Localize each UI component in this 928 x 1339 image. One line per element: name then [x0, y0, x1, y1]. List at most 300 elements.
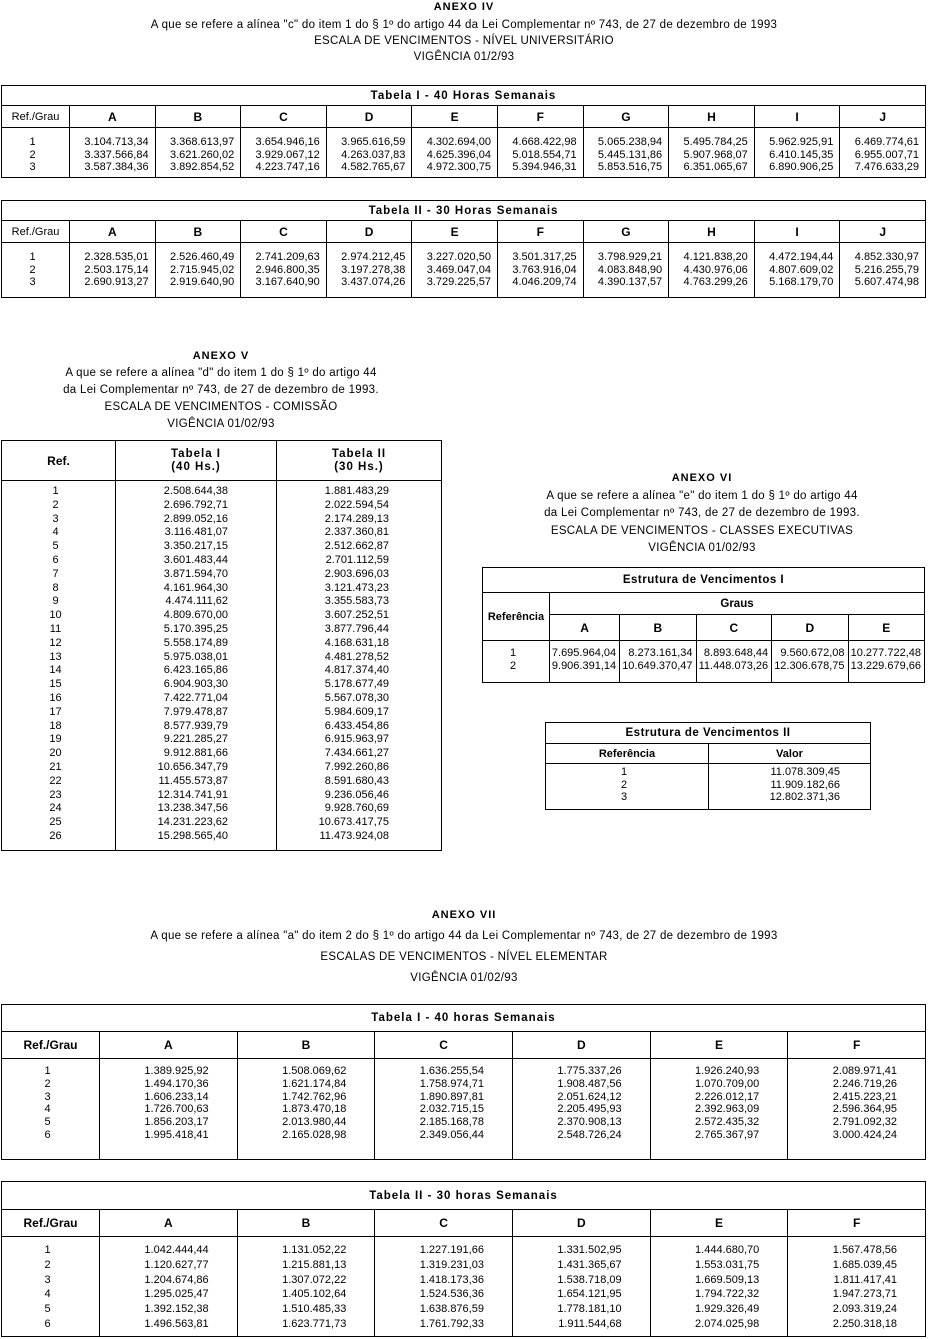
column-values-c — [375, 1059, 513, 1160]
cell-value: 1.508.069,62 — [282, 1065, 347, 1077]
cell-value: 1.418.173,36 — [419, 1273, 484, 1286]
ref-value: 2 — [44, 1077, 51, 1090]
column-header-i: I — [754, 106, 840, 128]
cell-value: 1.494.170,36 — [144, 1077, 209, 1090]
graus-header: Graus — [550, 593, 925, 615]
cell-value: 1.120.627,77 — [144, 1258, 209, 1271]
table-caption: Tabela I - 40 Horas Semanais — [2, 86, 926, 106]
ref-value: 9 — [52, 595, 59, 608]
ref-value: 5 — [44, 1303, 51, 1316]
cell-value: 2.572.435,32 — [695, 1116, 760, 1129]
cell-value: 5.907.968,07 — [683, 148, 748, 161]
ref-value: 1 — [29, 136, 36, 148]
cell-value: 4.302.694,00 — [426, 136, 491, 148]
cell-value: 6.469.774,61 — [854, 136, 919, 148]
cell-value: 3.965.616,59 — [341, 136, 406, 148]
ref-grau-header: Ref./Grau — [2, 1032, 100, 1059]
column-header-f: F — [497, 221, 583, 243]
cell-value: 1.567.478,56 — [832, 1244, 897, 1256]
cell-value: 3.654.946,16 — [255, 136, 320, 148]
ref-value: 2 — [29, 148, 36, 161]
column-values-e — [412, 128, 498, 178]
column-header-b: B — [155, 106, 241, 128]
ref-value: 4 — [44, 1103, 51, 1116]
cell-value: 5.607.474,98 — [854, 276, 919, 288]
cell-value: 13.238.347,56 — [157, 802, 228, 815]
cell-value: 11.448.073,26 — [698, 659, 769, 672]
cell-value: 2.032.715,15 — [419, 1103, 484, 1116]
cell-value: 8.577.939,79 — [163, 719, 228, 732]
cell-value: 2.246.719,26 — [832, 1077, 897, 1090]
cell-value: 14.231.223,62 — [157, 816, 228, 829]
cell-value: 2.074.025,98 — [695, 1317, 760, 1330]
cell-value: 2.093.319,24 — [832, 1303, 897, 1316]
column-header-f: F — [788, 1032, 926, 1059]
column-values-j — [840, 243, 926, 298]
cell-value: 9.906.391,14 — [551, 659, 617, 672]
cell-value: 3.121.473,23 — [324, 581, 389, 594]
cell-value: 11.473.924,08 — [319, 829, 389, 842]
tabela-i-column — [116, 481, 277, 851]
cell-value: 5.984.609,17 — [324, 705, 389, 718]
cell-value: 3.763.916,04 — [512, 263, 577, 276]
column-header-b: B — [620, 615, 696, 641]
cell-value: 3.337.566,84 — [84, 148, 149, 161]
cell-value: 1.654.121,95 — [557, 1288, 622, 1301]
column-header-a: A — [550, 615, 620, 641]
anexo-vi-line1: A que se refere a alínea "e" do item 1 do § 1º do artigo 44 — [546, 489, 858, 502]
column-values-i — [754, 128, 840, 178]
cell-value: 3.368.613,97 — [169, 136, 235, 148]
ref-column — [2, 243, 70, 298]
column-header-e: E — [412, 221, 498, 243]
column-values-c — [696, 641, 772, 683]
ref-header: Ref. — [2, 441, 116, 481]
cell-value: 2.205.495,93 — [557, 1103, 622, 1116]
cell-value: 1.811.417,41 — [833, 1273, 897, 1286]
cell-value: 5.168.179,70 — [769, 276, 834, 288]
cell-value: 2.051.624,12 — [557, 1090, 622, 1103]
column-header-c: C — [241, 106, 327, 128]
cell-value: 1.638.876,59 — [419, 1303, 484, 1316]
cell-value: 9.221.285,27 — [163, 733, 228, 746]
tabela-ii-column — [277, 481, 442, 851]
cell-value: 5.018.554,71 — [512, 148, 577, 161]
ref-column — [2, 481, 116, 851]
cell-value: 12.802.371,36 — [769, 791, 840, 803]
ref-column — [483, 641, 550, 683]
cell-value: 7.695.964,04 — [551, 647, 617, 659]
cell-value: 11.909.182,66 — [770, 778, 840, 791]
anexo-vi-line4: VIGÊNCIA 01/02/93 — [648, 542, 756, 554]
ref-value: 4 — [44, 1288, 51, 1301]
cell-value: 4.046.209,74 — [512, 276, 577, 288]
table-caption: Tabela II - 30 horas Semanais — [2, 1182, 926, 1210]
ref-value: 2 — [620, 778, 628, 791]
valor-header: Valor — [709, 744, 871, 764]
cell-value: 1.926.240,93 — [695, 1065, 760, 1077]
column-values-h — [669, 243, 755, 298]
ref-value: 6 — [44, 1317, 51, 1330]
cell-value: 9.236.056,46 — [324, 788, 389, 801]
column-values-f — [497, 128, 583, 178]
cell-value: 1.392.152,38 — [144, 1303, 209, 1316]
anexo-vi-table-2 — [545, 722, 871, 810]
cell-value: 2.337.360,81 — [324, 526, 389, 539]
cell-value: 3.167.640,90 — [255, 276, 320, 288]
cell-value: 5.178.677,49 — [324, 678, 389, 691]
cell-value: 1.389.925,92 — [144, 1065, 209, 1077]
ref-value: 1 — [620, 766, 628, 778]
cell-value: 1.524.536,36 — [419, 1288, 484, 1301]
cell-value: 15.298.565,40 — [157, 829, 228, 842]
ref-value: 6 — [44, 1128, 51, 1141]
anexo-v-line1: A que se refere a alínea "d" do item 1 do § 1º do artigo 44 — [65, 367, 377, 379]
anexo-iv-header — [0, 0, 928, 64]
column-header-j: J — [840, 221, 926, 243]
ref-value: 1 — [509, 647, 517, 659]
anexo-v-title: ANEXO V — [192, 350, 250, 362]
cell-value: 1.911.544,68 — [558, 1317, 622, 1330]
ref-column — [2, 128, 70, 178]
cell-value: 4.390.137,57 — [597, 276, 663, 288]
cell-value: 1.685.039,45 — [832, 1258, 897, 1271]
cell-value: 4.263.037,83 — [341, 148, 406, 161]
column-header-e: E — [848, 615, 924, 641]
cell-value: 2.903.696,03 — [324, 567, 389, 580]
anexo-iv-title: ANEXO IV — [433, 1, 495, 13]
column-values-a — [70, 128, 156, 178]
ref-value: 18 — [49, 719, 62, 732]
cell-value: 3.729.225,57 — [426, 276, 491, 288]
cell-value: 2.701.112,59 — [325, 553, 389, 566]
cell-value: 5.065.238,94 — [597, 136, 663, 148]
cell-value: 4.472.194,44 — [769, 251, 834, 263]
cell-value: 7.434.661,27 — [324, 747, 389, 760]
anexo-iv-line3: VIGÊNCIA 01/2/93 — [413, 51, 515, 63]
cell-value: 8.893.648,44 — [703, 647, 769, 659]
cell-value: 4.168.631,18 — [324, 636, 389, 649]
column-header-e: E — [412, 106, 498, 128]
cell-value: 1.908.487,56 — [557, 1077, 622, 1090]
cell-value: 3.197.278,38 — [341, 263, 406, 276]
cell-value: 5.170.395,25 — [163, 622, 228, 635]
anexo-vi-table-1 — [482, 567, 925, 683]
cell-value: 2.596.364,95 — [832, 1103, 897, 1116]
column-values-d — [326, 128, 412, 178]
column-header-c: C — [696, 615, 772, 641]
ref-value: 19 — [49, 733, 62, 746]
column-header-d: D — [326, 106, 412, 128]
column-header-h: H — [669, 106, 755, 128]
column-values-h — [669, 128, 755, 178]
ref-grau-header: Ref./Grau — [2, 221, 70, 243]
cell-value: 2.690.913,27 — [84, 276, 149, 288]
cell-value: 2.415.223,21 — [832, 1090, 897, 1103]
cell-value: 10.656.347,79 — [157, 760, 228, 773]
cell-value: 1.331.502,95 — [557, 1244, 622, 1256]
anexo-iv-table-1 — [1, 85, 926, 178]
ref-column — [2, 1059, 100, 1160]
cell-value: 4.668.422,98 — [512, 136, 577, 148]
cell-value: 2.899.052,16 — [163, 512, 228, 525]
cell-value: 5.394.946,31 — [512, 161, 577, 173]
cell-value: 1.405.102,64 — [282, 1288, 347, 1301]
cell-value: 4.083.848,90 — [597, 263, 663, 276]
cell-value: 2.165.028,98 — [282, 1128, 347, 1141]
cell-value: 3.877.796,44 — [324, 622, 389, 635]
cell-value: 1.778.181,10 — [557, 1303, 622, 1316]
cell-value: 1.070.709,00 — [695, 1077, 760, 1090]
column-values-b — [155, 128, 241, 178]
ref-grau-header: Ref./Grau — [2, 1210, 100, 1237]
ref-value: 1 — [44, 1244, 51, 1256]
cell-value: 2.548.726,24 — [557, 1128, 622, 1141]
column-values-a — [550, 641, 620, 683]
cell-value: 7.476.633,29 — [854, 161, 919, 173]
cell-value: 1.496.563,81 — [144, 1317, 209, 1330]
cell-value: 4.430.976,06 — [683, 263, 748, 276]
cell-value: 4.817.374,40 — [324, 664, 389, 677]
cell-value: 11.078.309,45 — [770, 766, 840, 778]
cell-value: 1.794.722,32 — [695, 1288, 760, 1301]
ref-value: 3 — [29, 161, 36, 173]
column-header-d: D — [772, 615, 848, 641]
ref-value: 2 — [509, 659, 517, 672]
cell-value: 5.495.784,25 — [683, 136, 748, 148]
cell-value: 1.636.255,54 — [419, 1065, 484, 1077]
cell-value: 5.216.255,79 — [854, 263, 919, 276]
cell-value: 1.929.326,49 — [695, 1303, 760, 1316]
anexo-iv-table-2 — [1, 200, 926, 298]
column-values-i — [754, 243, 840, 298]
column-values-d — [772, 641, 848, 683]
cell-value: 3.601.483,44 — [163, 553, 228, 566]
cell-value: 3.350.217,15 — [163, 540, 228, 553]
cell-value: 2.250.318,18 — [832, 1317, 897, 1330]
ref-grau-header: Ref./Grau — [2, 106, 70, 128]
cell-value: 6.410.145,35 — [769, 148, 834, 161]
column-values-e — [650, 1237, 788, 1337]
column-header-f: F — [497, 106, 583, 128]
ref-value: 3 — [29, 276, 36, 288]
cell-value: 2.765.367,97 — [695, 1128, 760, 1141]
ref-value: 3 — [620, 791, 628, 803]
cell-value: 1.881.483,29 — [324, 485, 389, 497]
cell-value: 13.229.679,66 — [850, 659, 921, 672]
cell-value: 5.962.925,91 — [769, 136, 834, 148]
cell-value: 9.928.760,69 — [324, 802, 389, 815]
anexo-v-header — [0, 348, 442, 433]
cell-value: 2.526.460,49 — [169, 251, 235, 263]
ref-value: 22 — [49, 774, 62, 787]
cell-value: 2.741.209,63 — [255, 251, 320, 263]
column-header-c: C — [241, 221, 327, 243]
anexo-vi-header — [482, 470, 922, 558]
column-header-d: D — [326, 221, 412, 243]
cell-value: 9.560.672,08 — [780, 647, 845, 659]
ref-value: 3 — [52, 512, 59, 525]
cell-value: 1.319.231,03 — [419, 1258, 484, 1271]
column-header-f: F — [788, 1210, 926, 1237]
column-header-i: I — [754, 221, 840, 243]
ref-value: 8 — [52, 581, 59, 594]
cell-value: 1.775.337,26 — [557, 1065, 622, 1077]
column-values-c — [241, 243, 327, 298]
ref-value: 23 — [49, 788, 62, 801]
cell-value: 1.215.881,13 — [282, 1258, 347, 1271]
cell-value: 3.227.020,50 — [426, 251, 491, 263]
column-values-d — [512, 1059, 650, 1160]
cell-value: 2.974.212,45 — [341, 251, 406, 263]
cell-value: 2.791.092,32 — [832, 1116, 897, 1129]
cell-value: 2.503.175,14 — [84, 263, 149, 276]
cell-value: 4.474.111,62 — [165, 595, 228, 608]
cell-value: 7.422.771,04 — [163, 691, 228, 704]
cell-value: 1.444.680,70 — [695, 1244, 760, 1256]
cell-value: 4.972.300,75 — [426, 161, 491, 173]
cell-value: 1.307.072,22 — [282, 1273, 347, 1286]
anexo-vii-header — [0, 905, 928, 989]
cell-value: 1.295.025,47 — [144, 1288, 209, 1301]
cell-value: 1.042.444,44 — [144, 1244, 209, 1256]
cell-value: 1.890.897,81 — [419, 1090, 484, 1103]
cell-value: 4.582.765,67 — [341, 161, 406, 173]
column-values-b — [620, 641, 696, 683]
ref-value: 12 — [49, 636, 62, 649]
ref-value: 5 — [44, 1116, 51, 1129]
anexo-vii-table-1 — [1, 1004, 926, 1160]
cell-value: 6.915.963,97 — [324, 733, 389, 746]
cell-value: 2.919.640,90 — [169, 276, 235, 288]
cell-value: 1.856.203,17 — [144, 1116, 209, 1129]
anexo-v-line3: ESCALA DE VENCIMENTOS - COMISSÃO — [104, 401, 338, 413]
cell-value: 2.392.963,09 — [695, 1103, 760, 1116]
cell-value: 6.351.065,67 — [683, 161, 748, 173]
cell-value: 4.481.278,52 — [324, 650, 389, 663]
column-values-e — [848, 641, 924, 683]
cell-value: 2.089.971,41 — [832, 1065, 897, 1077]
anexo-vi-line3: ESCALA DE VENCIMENTOS - CLASSES EXECUTIVAS — [550, 524, 854, 537]
cell-value: 3.469.047,04 — [426, 263, 491, 276]
cell-value: 5.853.516,75 — [597, 161, 663, 173]
anexo-v-line4: VIGÊNCIA 01/02/93 — [167, 418, 275, 430]
ref-value: 6 — [52, 553, 59, 566]
ref-value: 3 — [44, 1273, 51, 1286]
ref-value: 5 — [52, 540, 59, 553]
cell-value: 8.591.680,43 — [324, 774, 389, 787]
ref-value: 1 — [44, 1065, 51, 1077]
tabela-ii-header-line2: (30 Hs.) — [334, 460, 384, 473]
ref-value: 7 — [52, 567, 59, 580]
column-values-d — [326, 243, 412, 298]
table-caption: Estrutura de Vencimentos II — [546, 723, 871, 744]
cell-value: 4.763.299,26 — [683, 276, 748, 288]
ref-value: 24 — [49, 802, 62, 815]
cell-value: 2.508.644,38 — [163, 485, 228, 497]
anexo-iv-line1: A que se refere a alínea "c" do item 1 do § 1º do artigo 44 da Lei Complementar nº 743, de 27 de dezembro de 1993 — [150, 19, 778, 31]
ref-value: 4 — [52, 526, 59, 539]
ref-value: 25 — [49, 816, 62, 829]
ref-value: 21 — [49, 760, 62, 773]
cell-value: 1.131.052,22 — [282, 1244, 347, 1256]
tabela-ii-header — [277, 441, 442, 481]
tabela-ii-header-line1: Tabela II — [331, 447, 387, 460]
cell-value: 3.000.424,24 — [832, 1128, 897, 1141]
cell-value: 6.890.906,25 — [769, 161, 834, 173]
column-values-a — [70, 243, 156, 298]
column-values-e — [412, 243, 498, 298]
ref-value: 14 — [49, 664, 62, 677]
column-header-a: A — [100, 1210, 238, 1237]
cell-value: 10.649.370,47 — [622, 659, 693, 672]
cell-value: 5.975.038,01 — [163, 650, 228, 663]
column-header-a: A — [70, 221, 156, 243]
cell-value: 3.355.583,73 — [324, 595, 389, 608]
ref-value: 1 — [52, 485, 59, 497]
column-values-g — [583, 128, 669, 178]
column-header-c: C — [375, 1210, 513, 1237]
cell-value: 4.852.330,97 — [854, 251, 919, 263]
cell-value: 4.625.396,04 — [426, 148, 491, 161]
ref-value: 2 — [29, 263, 36, 276]
ref-column — [546, 764, 709, 810]
column-values-b — [237, 1237, 375, 1337]
cell-value: 9.912.881,66 — [163, 747, 228, 760]
ref-value: 2 — [52, 498, 59, 511]
ref-value: 16 — [49, 691, 62, 704]
column-values-e — [650, 1059, 788, 1160]
ref-value: 13 — [49, 650, 62, 663]
cell-value: 5.445.131,86 — [597, 148, 663, 161]
ref-value: 1 — [29, 251, 36, 263]
cell-value: 4.161.964,30 — [163, 581, 228, 594]
column-values-c — [241, 128, 327, 178]
tabela-i-header-line1: Tabela I — [171, 447, 221, 460]
cell-value: 11.455.573,87 — [158, 774, 228, 787]
cell-value: 1.606.233,14 — [144, 1090, 209, 1103]
referencia-header: Referência — [546, 744, 709, 764]
cell-value: 2.022.594,54 — [324, 498, 389, 511]
column-values-a — [100, 1059, 238, 1160]
cell-value: 1.995.418,41 — [144, 1128, 209, 1141]
column-header-b: B — [237, 1210, 375, 1237]
cell-value: 3.116.481,07 — [164, 526, 228, 539]
cell-value: 5.558.174,89 — [163, 636, 228, 649]
column-header-b: B — [155, 221, 241, 243]
cell-value: 1.204.674,86 — [144, 1273, 209, 1286]
cell-value: 3.437.074,26 — [341, 276, 406, 288]
cell-value: 1.621.174,84 — [282, 1077, 347, 1090]
cell-value: 1.947.273,71 — [832, 1288, 897, 1301]
column-header-h: H — [669, 221, 755, 243]
column-values-f — [497, 243, 583, 298]
column-values-a — [100, 1237, 238, 1337]
cell-value: 2.512.662,87 — [324, 540, 389, 553]
cell-value: 1.623.771,73 — [282, 1317, 347, 1330]
anexo-iv-line2: ESCALA DE VENCIMENTOS - NÍVEL UNIVERSITÁRIO — [314, 35, 614, 47]
ref-value: 20 — [49, 747, 62, 760]
cell-value: 3.501.317,25 — [512, 251, 577, 263]
column-header-e: E — [650, 1032, 788, 1059]
cell-value: 7.992.260,86 — [324, 760, 389, 773]
column-header-c: C — [375, 1032, 513, 1059]
valor-column — [709, 764, 871, 810]
cell-value: 1.227.191,66 — [419, 1244, 484, 1256]
column-values-d — [512, 1237, 650, 1337]
column-header-g: G — [583, 221, 669, 243]
cell-value: 4.807.609,02 — [769, 263, 834, 276]
